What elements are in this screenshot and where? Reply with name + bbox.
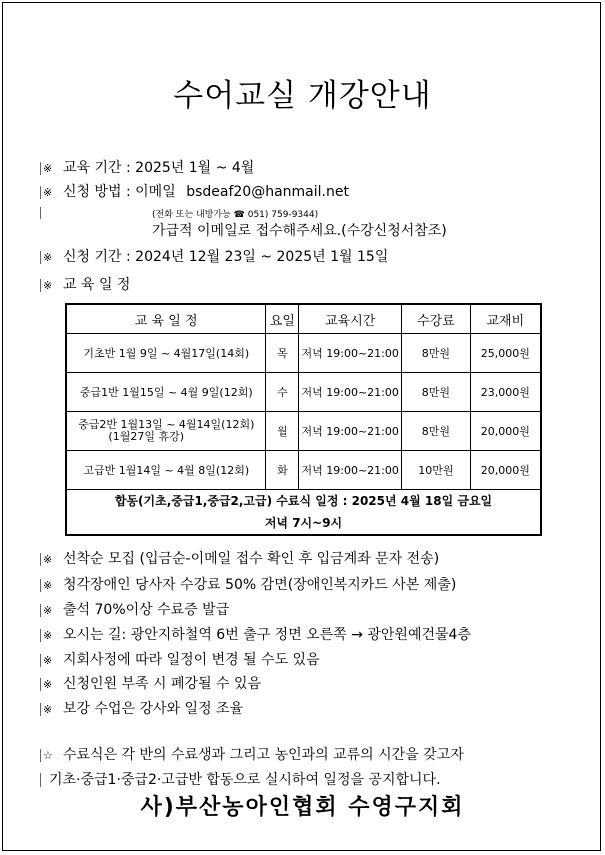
note-text: 지회사정에 따라 일정이 변경 될 수도 있음 (63, 652, 320, 668)
header-day: 요일 (266, 304, 299, 334)
info-apply (40, 181, 349, 201)
cell-time: 저녁 19:00~21:00 (299, 451, 402, 490)
table-row (66, 412, 541, 451)
apply-note: 가급적 이메일로 접수해주세요.(수강신청서참조) (152, 223, 447, 239)
cell-course (66, 334, 266, 373)
ceremony-line1: 합동(기초,중급1,중급2,고급) 수료식 일정 : 2025년 4월 18일 금요일 (114, 494, 493, 508)
note-item (40, 548, 439, 568)
note-item (40, 599, 229, 619)
info-schedule-heading (40, 274, 130, 294)
header-book: 교재비 (470, 304, 541, 334)
rule-mark (40, 773, 41, 787)
closing-text2: 기초·중급1·중급2·고급반 합동으로 실시하여 일정을 공지합니다. (49, 772, 441, 788)
cell-day: 목 (266, 334, 299, 373)
cell-fee: 10만원 (402, 451, 471, 490)
table-row (66, 373, 541, 412)
note-marker-icon: ※ (40, 186, 55, 199)
table-row (66, 334, 541, 373)
note-item (40, 649, 320, 669)
closing-line1 (40, 744, 464, 764)
header-course: 교 육 일 정 (66, 304, 266, 334)
cell-time: 저녁 19:00~21:00 (299, 412, 402, 451)
apply-email: bsdeaf20@hanmail.net (186, 184, 349, 200)
cell-time: 저녁 19:00~21:00 (299, 334, 402, 373)
apply-period-text: 신청 기간 : 2024년 12월 23일 ~ 2025년 1월 15일 (63, 249, 389, 265)
cell-course (66, 412, 266, 451)
note-marker-icon: ※ (40, 654, 55, 667)
ceremony-cell (66, 490, 541, 536)
cell-course (66, 451, 266, 490)
ceremony-line2: 저녁 7시~9시 (264, 516, 343, 530)
cell-fee: 8만원 (402, 412, 471, 451)
star-marker-icon: ☆ (40, 749, 55, 762)
schedule-table (65, 303, 542, 536)
note-text: 보강 수업은 강사와 일정 조율 (63, 701, 244, 717)
cell-book: 20,000원 (470, 451, 541, 490)
note-marker-icon: ※ (40, 279, 55, 292)
note-marker-icon: ※ (40, 162, 55, 175)
course-text: 중급1반 1월15일 ~ 4월 9일(12회) (79, 386, 253, 399)
note-text: 청각장애인 당사자 수강료 50% 감면(장애인복지카드 사본 제출) (63, 577, 457, 593)
note-text: 신청인원 부족 시 폐강될 수 있음 (63, 676, 262, 692)
cell-course (66, 373, 266, 412)
phone-note-rule (40, 207, 41, 219)
cell-book: 20,000원 (470, 412, 541, 451)
note-item (40, 624, 471, 644)
closing-line2 (40, 769, 441, 789)
period-text: 교육 기간 : 2025년 1월 ~ 4월 (63, 160, 255, 176)
cell-day: 수 (266, 373, 299, 412)
note-item (40, 574, 456, 594)
table-footer-row (66, 490, 541, 536)
course-subtext: (1월27일 휴강) (108, 430, 185, 443)
cell-fee: 8만원 (402, 334, 471, 373)
table-header-row (66, 304, 541, 334)
note-text: 선착순 모집 (입금순-이메일 접수 확인 후 입금계좌 문자 전송) (63, 551, 440, 567)
note-marker-icon: ※ (40, 703, 55, 716)
note-item (40, 698, 243, 718)
course-text: 중급2반 1월13일 ~ 4월14일(12회) (78, 418, 255, 431)
cell-book: 25,000원 (470, 334, 541, 373)
page-title: 수어교실 개강안내 (173, 78, 432, 114)
note-marker-icon: ※ (40, 678, 55, 691)
course-text: 기초반 1월 9일 ~ 4월17일(14회) (83, 347, 250, 360)
note-marker-icon: ※ (40, 251, 55, 264)
note-text: 출석 70%이상 수료증 발급 (63, 602, 230, 618)
note-marker-icon: ※ (40, 629, 55, 642)
phone-note: (전화 또는 내방가능 ☎ 051) 759-9344) (152, 210, 319, 220)
course-text: 고급반 1월14일 ~ 4월 8일(12회) (83, 464, 250, 477)
note-marker-icon: ※ (40, 579, 55, 592)
closing-text1: 수료식은 각 반의 수료생과 그리고 농인과의 교류의 시간을 갖고자 (63, 747, 464, 763)
header-time: 교육시간 (299, 304, 402, 334)
cell-day: 화 (266, 451, 299, 490)
note-marker-icon: ※ (40, 553, 55, 566)
cell-fee: 8만원 (402, 373, 471, 412)
cell-day: 월 (266, 412, 299, 451)
header-fee: 수강료 (402, 304, 471, 334)
note-marker-icon: ※ (40, 604, 55, 617)
cell-time: 저녁 19:00~21:00 (299, 373, 402, 412)
schedule-heading: 교 육 일 정 (63, 277, 131, 293)
note-text: 오시는 길: 광안지하철역 6번 출구 정면 오른쪽 → 광안원예건물4층 (63, 627, 471, 643)
info-period (40, 157, 254, 177)
organization-name: 사)부산농아인협회 수영구지회 (140, 795, 465, 820)
cell-book: 23,000원 (470, 373, 541, 412)
table-row (66, 451, 541, 490)
info-apply-period (40, 246, 388, 266)
apply-label: 신청 방법 : 이메일 (63, 184, 176, 200)
note-item (40, 673, 261, 693)
